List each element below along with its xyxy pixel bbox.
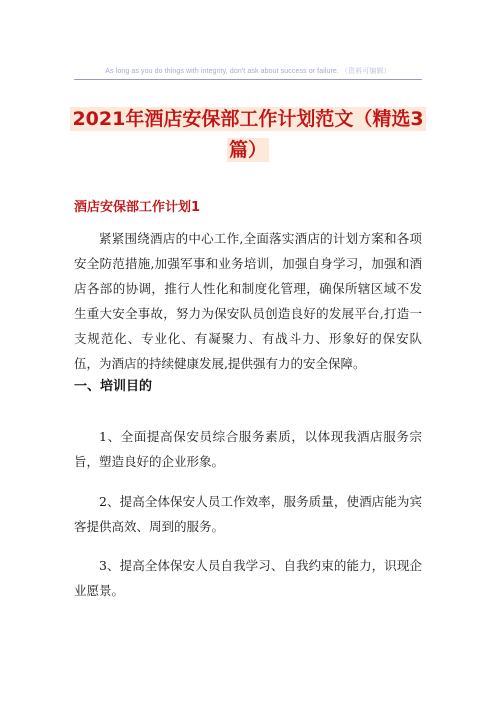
page-header xyxy=(74,58,422,80)
document-title-text: 2021年酒店安保部工作计划范文（精选3篇） xyxy=(72,108,424,161)
document-title xyxy=(60,104,436,166)
header-motto-line xyxy=(105,66,390,76)
header-motto: As long as you do things with integrity, don't ask about success or failure. xyxy=(105,68,339,75)
section-title: 酒店安保部工作计划1 xyxy=(74,200,201,215)
intro-paragraph: 紧紧围绕酒店的中心工作,全面落实酒店的计划方案和各项安全防范措施,加强军事和业务培训，加强自身学习，加强和酒店各部的协调，推行人性化和制度化管理，确保所辖区域不发生重大安全事故，努力为保安队员创造良好的发展平台,打造一支规范化、专业化、有凝聚力、有战斗力、形象好的保安队伍，为酒店的持续健康发展,提供强有力的安全保障。 xyxy=(74,231,422,371)
list-item: 2、提高全体保安人员工作效率，服务质量，使酒店能为宾客提供高效、周到的服务。 xyxy=(74,494,422,534)
subheading-training-purpose: 一、培训目的 xyxy=(74,379,153,394)
header-tag: （资料可编辑） xyxy=(341,68,391,75)
list-item: 1、全面提高保安员综合服务素质，以体现我酒店服务宗旨，塑造良好的企业形象。 xyxy=(74,429,422,469)
list-item: 3、提高全体保安人员自我学习、自我约束的能力，识现企业愿景。 xyxy=(74,558,422,598)
